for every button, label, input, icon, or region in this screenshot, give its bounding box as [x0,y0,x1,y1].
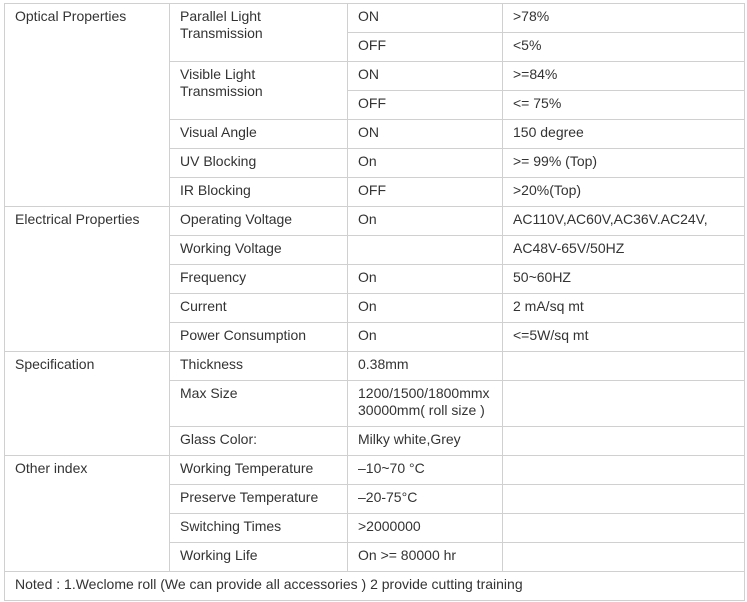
value-cell: >20%(Top) [503,178,745,207]
state-cell: 1200/1500/1800mmx 30000mm( roll size ) [348,381,503,427]
state-cell [348,236,503,265]
property-cell: Working Temperature [170,456,348,485]
state-cell: On >= 80000 hr [348,543,503,572]
state-cell: ON [348,120,503,149]
state-cell: OFF [348,178,503,207]
note-row [5,572,745,601]
property-cell: Thickness [170,352,348,381]
state-cell: On [348,294,503,323]
value-cell: 150 degree [503,120,745,149]
specifications-table [4,3,745,601]
value-cell: <= 75% [503,91,745,120]
property-cell: Frequency [170,265,348,294]
category-cell: Other index [5,456,170,572]
property-cell: Glass Color: [170,427,348,456]
table-row [5,456,745,485]
state-cell: Milky white,Grey [348,427,503,456]
state-cell: ON [348,4,503,33]
state-cell: ON [348,62,503,91]
value-cell: >=84% [503,62,745,91]
state-cell: OFF [348,91,503,120]
note-text: Noted : 1.Weclome roll (We can provide all accessories ) 2 provide cutting training [5,572,745,601]
value-cell [503,456,745,485]
value-cell [503,381,745,427]
property-cell: Max Size [170,381,348,427]
state-cell: On [348,149,503,178]
value-cell [503,427,745,456]
value-cell: AC110V,AC60V,AC36V.AC24V, [503,207,745,236]
property-cell: Working Life [170,543,348,572]
state-cell: On [348,323,503,352]
category-cell: Electrical Properties [5,207,170,352]
property-cell: Visual Angle [170,120,348,149]
property-cell: UV Blocking [170,149,348,178]
property-cell: Working Voltage [170,236,348,265]
state-cell: On [348,265,503,294]
state-cell: OFF [348,33,503,62]
value-cell [503,543,745,572]
state-cell: >2000000 [348,514,503,543]
value-cell: 2 mA/sq mt [503,294,745,323]
property-cell: Current [170,294,348,323]
property-cell: Operating Voltage [170,207,348,236]
value-cell: <=5W/sq mt [503,323,745,352]
value-cell: >= 99% (Top) [503,149,745,178]
table-row [5,207,745,236]
property-cell: Preserve Temperature [170,485,348,514]
value-cell: 50~60HZ [503,265,745,294]
table-row [5,4,745,33]
state-cell: On [348,207,503,236]
value-cell: >78% [503,4,745,33]
state-cell: –10~70 °C [348,456,503,485]
value-cell [503,514,745,543]
property-cell: Power Consumption [170,323,348,352]
value-cell: AC48V-65V/50HZ [503,236,745,265]
category-cell: Specification [5,352,170,456]
property-cell: Parallel Light Transmission [170,4,348,62]
value-cell: <5% [503,33,745,62]
property-cell: IR Blocking [170,178,348,207]
value-cell [503,485,745,514]
table-row [5,352,745,381]
property-cell: Visible Light Transmission [170,62,348,120]
property-cell: Switching Times [170,514,348,543]
state-cell: 0.38mm [348,352,503,381]
state-cell: –20-75°C [348,485,503,514]
value-cell [503,352,745,381]
category-cell: Optical Properties [5,4,170,207]
